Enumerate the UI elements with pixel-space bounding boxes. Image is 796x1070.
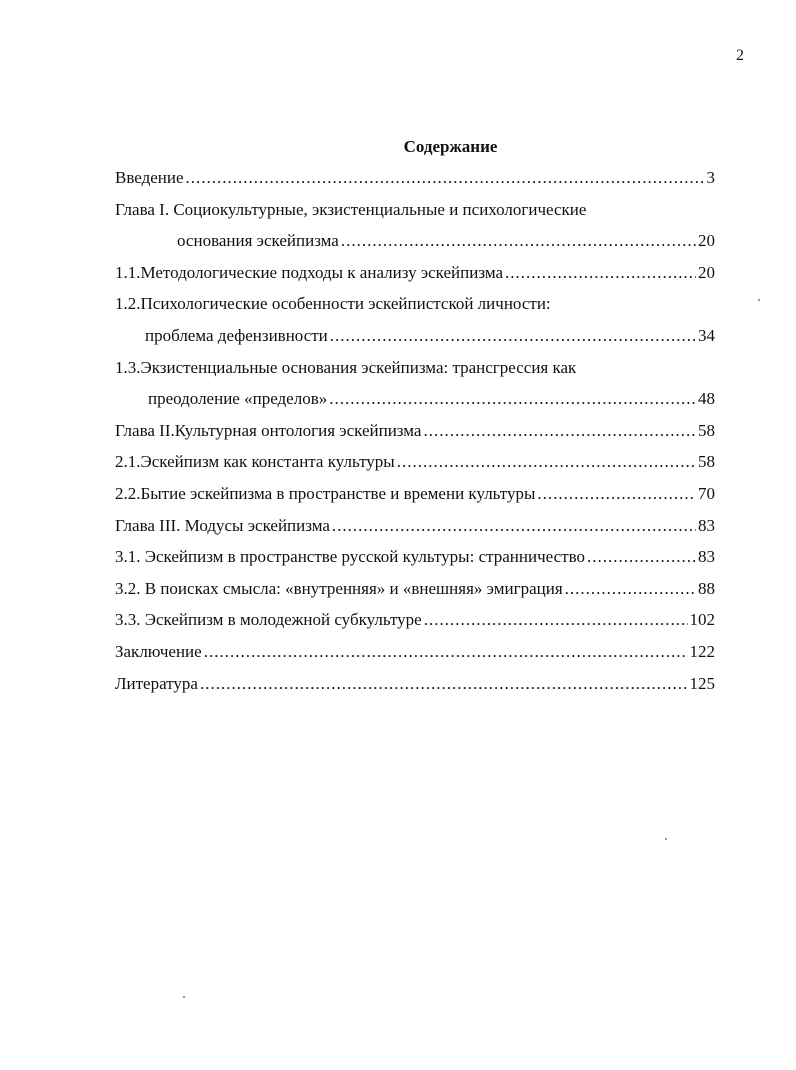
toc-entry-text: 1.1.Методологические подходы к анализу эскейпизма: [115, 262, 504, 282]
toc-entry-text: проблема дефензивности: [145, 325, 328, 345]
toc-entry-1-2-cont: [115, 326, 715, 358]
toc-entry-1-3-cont: [115, 389, 715, 421]
toc-entry-text: 2.2.Бытие эскейпизма в пространстве и времени культуры: [115, 483, 536, 503]
scan-speck: [183, 996, 185, 998]
toc-entry-text: 3.1. Эскейпизм в пространстве русской культуры: странничество: [115, 547, 585, 567]
leader-dots: [587, 547, 696, 567]
toc-entry-text: Глава II.Культурная онтология эскейпизма: [115, 420, 422, 440]
toc-entry-3-3: [115, 610, 715, 642]
leader-dots: [505, 263, 696, 283]
toc-entry-chapter-2: [115, 421, 715, 453]
toc-entry-text: 3.2. В поисках смысла: «внутренняя» и «внешняя» эмиграция: [115, 578, 563, 598]
leader-dots: [341, 231, 696, 251]
leader-dots: [397, 452, 696, 472]
toc-entry-page: 125: [689, 673, 715, 693]
toc-entry-conclusion: [115, 642, 715, 674]
scan-speck: [665, 838, 667, 840]
leader-dots: [424, 610, 688, 630]
toc-entry-page: 70: [698, 483, 715, 503]
table-of-contents: [115, 168, 715, 705]
toc-entry-text: Литература: [115, 673, 198, 693]
toc-entry-page: 122: [689, 641, 715, 661]
toc-entry-3-2: [115, 579, 715, 611]
leader-dots: [330, 326, 696, 346]
toc-entry-text: Глава III. Модусы эскейпизма: [115, 515, 330, 535]
toc-entry-text: преодоление «пределов»: [148, 389, 328, 409]
toc-entry-literature: [115, 674, 715, 706]
leader-dots: [423, 421, 696, 441]
toc-entry-text: Введение: [115, 168, 184, 187]
toc-entry-page: 83: [698, 515, 715, 535]
toc-entry-chapter-3: [115, 516, 715, 548]
toc-entry-chapter-1-cont: [115, 231, 715, 263]
toc-entry-page: 58: [698, 452, 715, 472]
toc-entry-page: 20: [698, 231, 715, 251]
toc-entry-text: 1.3.Экзистенциальные основания эскейпизма: трансгрессия как: [115, 357, 577, 377]
toc-entry-1-3: [115, 358, 715, 390]
toc-title: Содержание: [403, 137, 498, 156]
toc-entry-text: Глава I. Социокультурные, экзистенциальные и психологические: [115, 199, 587, 219]
toc-entry-page: 3: [706, 168, 715, 187]
toc-entry-introduction: [115, 168, 715, 200]
leader-dots: [186, 168, 705, 188]
toc-entry-3-1: [115, 547, 715, 579]
toc-entry-2-2: [115, 484, 715, 516]
toc-entry-2-1: [115, 452, 715, 484]
toc-entry-page: 48: [698, 389, 715, 409]
leader-dots: [537, 484, 696, 504]
leader-dots: [329, 389, 696, 409]
leader-dots: [332, 516, 696, 536]
scan-speck: [758, 299, 760, 301]
toc-entry-1-1: [115, 263, 715, 295]
toc-entry-page: 20: [698, 262, 715, 282]
toc-entry-page: 83: [698, 547, 715, 567]
toc-entry-page: 34: [698, 325, 715, 345]
toc-entry-text: 2.1.Эскейпизм как константа культуры: [115, 452, 395, 472]
page-number: 2: [736, 47, 744, 64]
toc-entry-text: Заключение: [115, 641, 202, 661]
toc-entry-text: 1.2.Психологические особенности эскейпистской личности:: [115, 294, 551, 314]
toc-entry-page: 102: [689, 610, 715, 630]
leader-dots: [200, 674, 688, 694]
toc-entry-text: 3.3. Эскейпизм в молодежной субкультуре: [115, 610, 422, 630]
toc-entry-1-2: [115, 294, 715, 326]
leader-dots: [565, 579, 696, 599]
toc-entry-page: 58: [698, 420, 715, 440]
toc-entry-page: 88: [698, 578, 715, 598]
leader-dots: [204, 642, 688, 662]
toc-entry-text: основания эскейпизма: [177, 231, 339, 251]
toc-entry-chapter-1: [115, 200, 715, 232]
